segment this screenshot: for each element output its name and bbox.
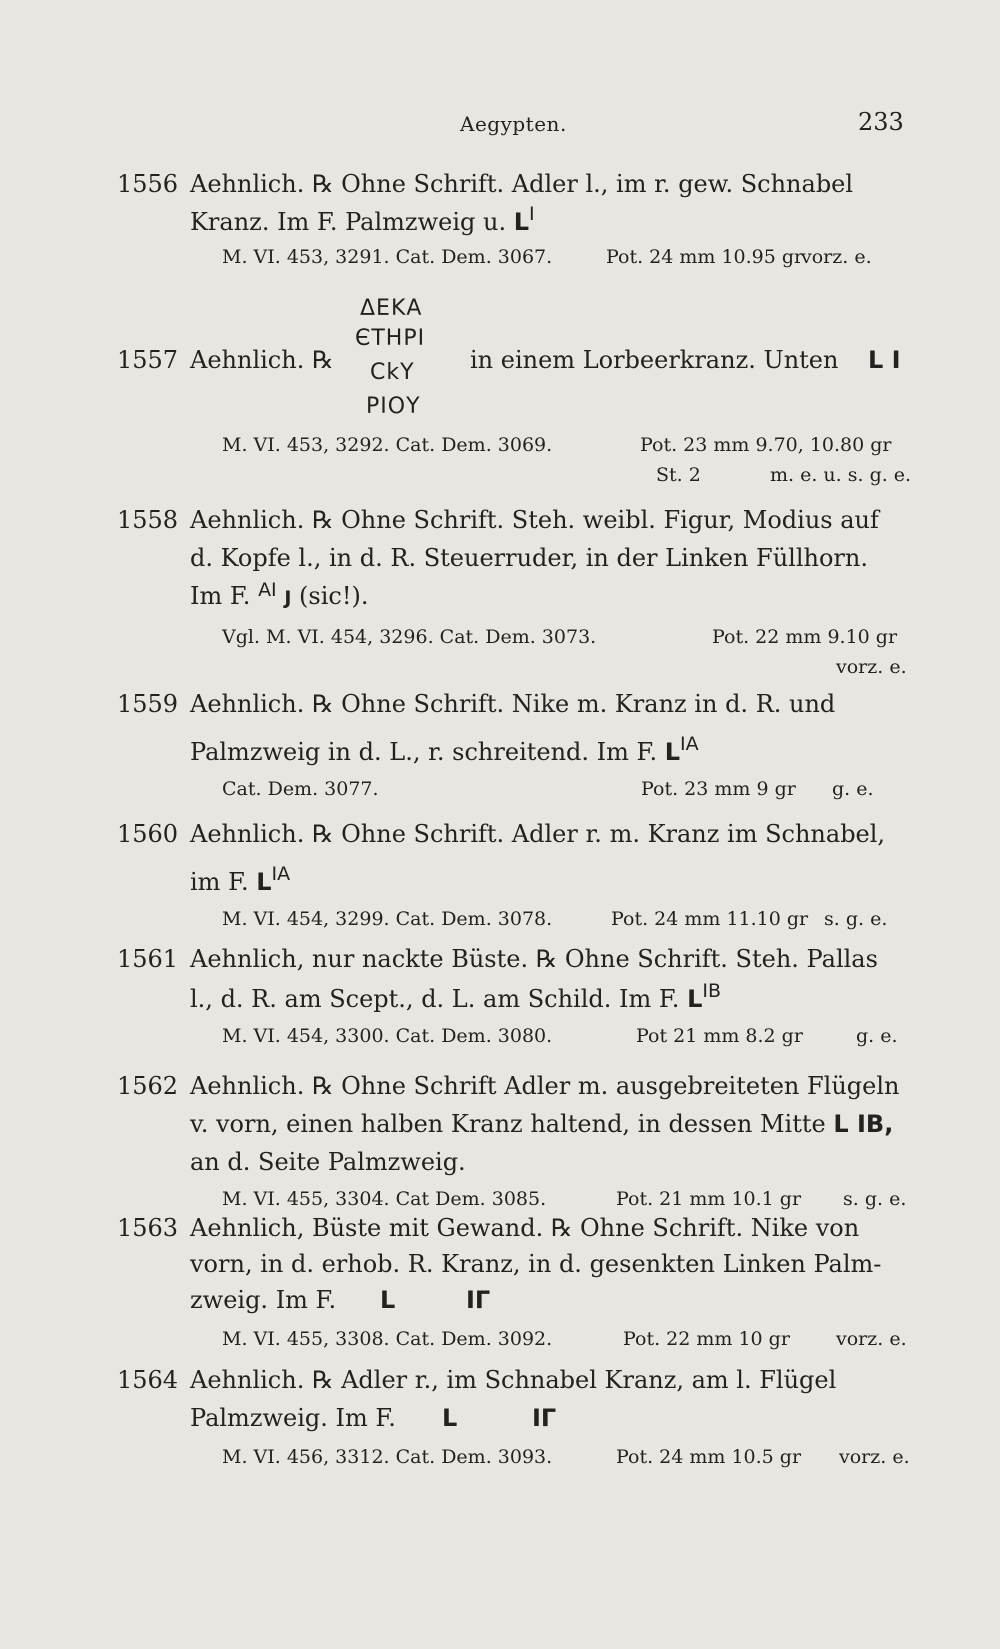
monogram: IΓ xyxy=(466,1286,491,1314)
monogram: L xyxy=(687,985,703,1013)
entry-number: 1564 xyxy=(117,1366,179,1394)
monogram: L xyxy=(513,208,530,236)
grade: g. e. xyxy=(832,778,874,800)
entry-number: 1556 xyxy=(117,170,179,198)
entry-line xyxy=(190,863,291,896)
entry-line-text: l., d. R. am Scept., d. L. am Schild. Im F. xyxy=(190,985,680,1013)
monogram: L IB, xyxy=(833,1110,894,1138)
entry-line: Palmzweig. Im F. xyxy=(190,1404,396,1432)
weight-size: Pot. 24 mm 10.95 gr xyxy=(606,246,804,268)
entry-number: 1559 xyxy=(117,690,179,718)
monogram: L xyxy=(256,868,272,896)
entry-line xyxy=(190,1110,893,1138)
weight-size: Pot 21 mm 8.2 gr xyxy=(636,1025,803,1047)
reference: M. VI. 453, 3292. Cat. Dem. 3069. xyxy=(222,434,553,456)
entry-number: 1561 xyxy=(117,945,179,973)
grade: vorz. e. xyxy=(836,1328,907,1350)
reference: M. VI. 454, 3299. Cat. Dem. 3078. xyxy=(222,908,553,930)
entry-line: Aehnlich. ℞ Ohne Schrift. Steh. weibl. Figur, Modius auf xyxy=(190,506,879,534)
greek-legend-line: ΔΕΚΑ xyxy=(360,296,423,321)
sic-note: (sic!). xyxy=(299,582,369,610)
entry-line: in einem Lorbeerkranz. Unten xyxy=(470,346,839,374)
monogram: AI xyxy=(258,579,277,601)
entry-number: 1560 xyxy=(117,820,179,848)
monogram: L xyxy=(380,1286,396,1314)
reference: M. VI. 456, 3312. Cat. Dem. 3093. xyxy=(222,1446,553,1468)
entry-line: vorn, in d. erhob. R. Kranz, in d. gesenkten Linken Palm- xyxy=(190,1250,882,1278)
monogram-superscript: I xyxy=(529,203,535,225)
monogram: L xyxy=(664,738,681,766)
monogram: IΓ xyxy=(532,1404,557,1432)
entry-line: Aehnlich, nur nackte Büste. ℞ Ohne Schrift. Steh. Pallas xyxy=(190,945,878,973)
entry-line: Aehnlich. ℞ Adler r., im Schnabel Kranz, am l. Flügel xyxy=(190,1366,837,1394)
monogram-superscript: IB xyxy=(702,980,721,1002)
greek-legend-line: CkY xyxy=(370,360,415,385)
reference: M. VI. 453, 3291. Cat. Dem. 3067. xyxy=(222,246,553,268)
weight-size: Pot. 22 mm 10 gr xyxy=(623,1328,790,1350)
entry-line xyxy=(190,980,721,1013)
entry-line-text: Kranz. Im F. Palmzweig u. xyxy=(190,208,507,236)
reference: Vgl. M. VI. 454, 3296. Cat. Dem. 3073. xyxy=(222,626,597,648)
grade: vorz. e. xyxy=(839,1446,910,1468)
reference: M. VI. 455, 3308. Cat. Dem. 3092. xyxy=(222,1328,553,1350)
weight-size: Pot. 23 mm 9 gr xyxy=(641,778,796,800)
entry-line: zweig. Im F. xyxy=(190,1286,337,1314)
stuck-count: St. 2 xyxy=(656,464,701,486)
running-header xyxy=(0,108,1000,142)
page-number: 233 xyxy=(858,108,904,136)
grade: m. e. u. s. g. e. xyxy=(770,464,912,486)
entry-number: 1562 xyxy=(117,1072,179,1100)
grade: s. g. e. xyxy=(824,908,888,930)
entry-line: an d. Seite Palmzweig. xyxy=(190,1148,466,1176)
entry-line: d. Kopfe l., in d. R. Steuerruder, in der Linken Füllhorn. xyxy=(190,544,868,572)
grade: s. g. e. xyxy=(843,1188,907,1210)
monogram-superscript: IA xyxy=(271,863,291,885)
weight-size: Pot. 22 mm 9.10 gr xyxy=(712,626,898,648)
entry-line xyxy=(190,203,535,236)
entry-line: Aehnlich. ℞ Ohne Schrift. Adler r. m. Kranz im Schnabel, xyxy=(190,820,886,848)
entry-line-text: im F. xyxy=(190,868,249,896)
entry-line xyxy=(190,579,369,610)
entry-line xyxy=(190,733,699,766)
reference: M. VI. 454, 3300. Cat. Dem. 3080. xyxy=(222,1025,553,1047)
running-title: Aegypten. xyxy=(460,112,567,136)
entry-number: 1558 xyxy=(117,506,179,534)
entry-line-text: v. vorn, einen halben Kranz haltend, in dessen Mitte xyxy=(190,1110,826,1138)
entry-line: Aehnlich. ℞ xyxy=(190,346,334,374)
entry-line: Aehnlich. ℞ Ohne Schrift. Adler l., im r. gew. Schnabel xyxy=(190,170,854,198)
weight-size: Pot. 21 mm 10.1 gr xyxy=(616,1188,802,1210)
monogram: L I xyxy=(868,346,901,374)
grade: g. e. xyxy=(856,1025,898,1047)
entry-line-text: Im F. xyxy=(190,582,251,610)
entry-number: 1563 xyxy=(117,1214,179,1242)
grade: vorz. e. xyxy=(836,656,907,678)
weight-size: Pot. 23 mm 9.70, 10.80 gr xyxy=(640,434,892,456)
entry-line: Aehnlich. ℞ Ohne Schrift Adler m. ausgebreiteten Flügeln xyxy=(190,1072,900,1100)
monogram: J xyxy=(284,587,292,609)
weight-size: Pot. 24 mm 11.10 gr xyxy=(611,908,809,930)
greek-legend-line: ΡΙΟΥ xyxy=(366,394,421,419)
monogram: L xyxy=(442,1404,458,1432)
grade: vorz. e. xyxy=(801,246,872,268)
monogram-superscript: IA xyxy=(680,733,699,755)
reference: M. VI. 455, 3304. Cat Dem. 3085. xyxy=(222,1188,547,1210)
entry-line-text: Palmzweig in d. L., r. schreitend. Im F. xyxy=(190,738,658,766)
entry-line: Aehnlich. ℞ Ohne Schrift. Nike m. Kranz in d. R. und xyxy=(190,690,836,718)
entry-number: 1557 xyxy=(117,346,179,374)
weight-size: Pot. 24 mm 10.5 gr xyxy=(616,1446,802,1468)
greek-legend-line: ЄΤΗΡΙ xyxy=(355,326,426,351)
reference: Cat. Dem. 3077. xyxy=(222,778,379,800)
entry-line: Aehnlich, Büste mit Gewand. ℞ Ohne Schrift. Nike von xyxy=(190,1214,860,1242)
